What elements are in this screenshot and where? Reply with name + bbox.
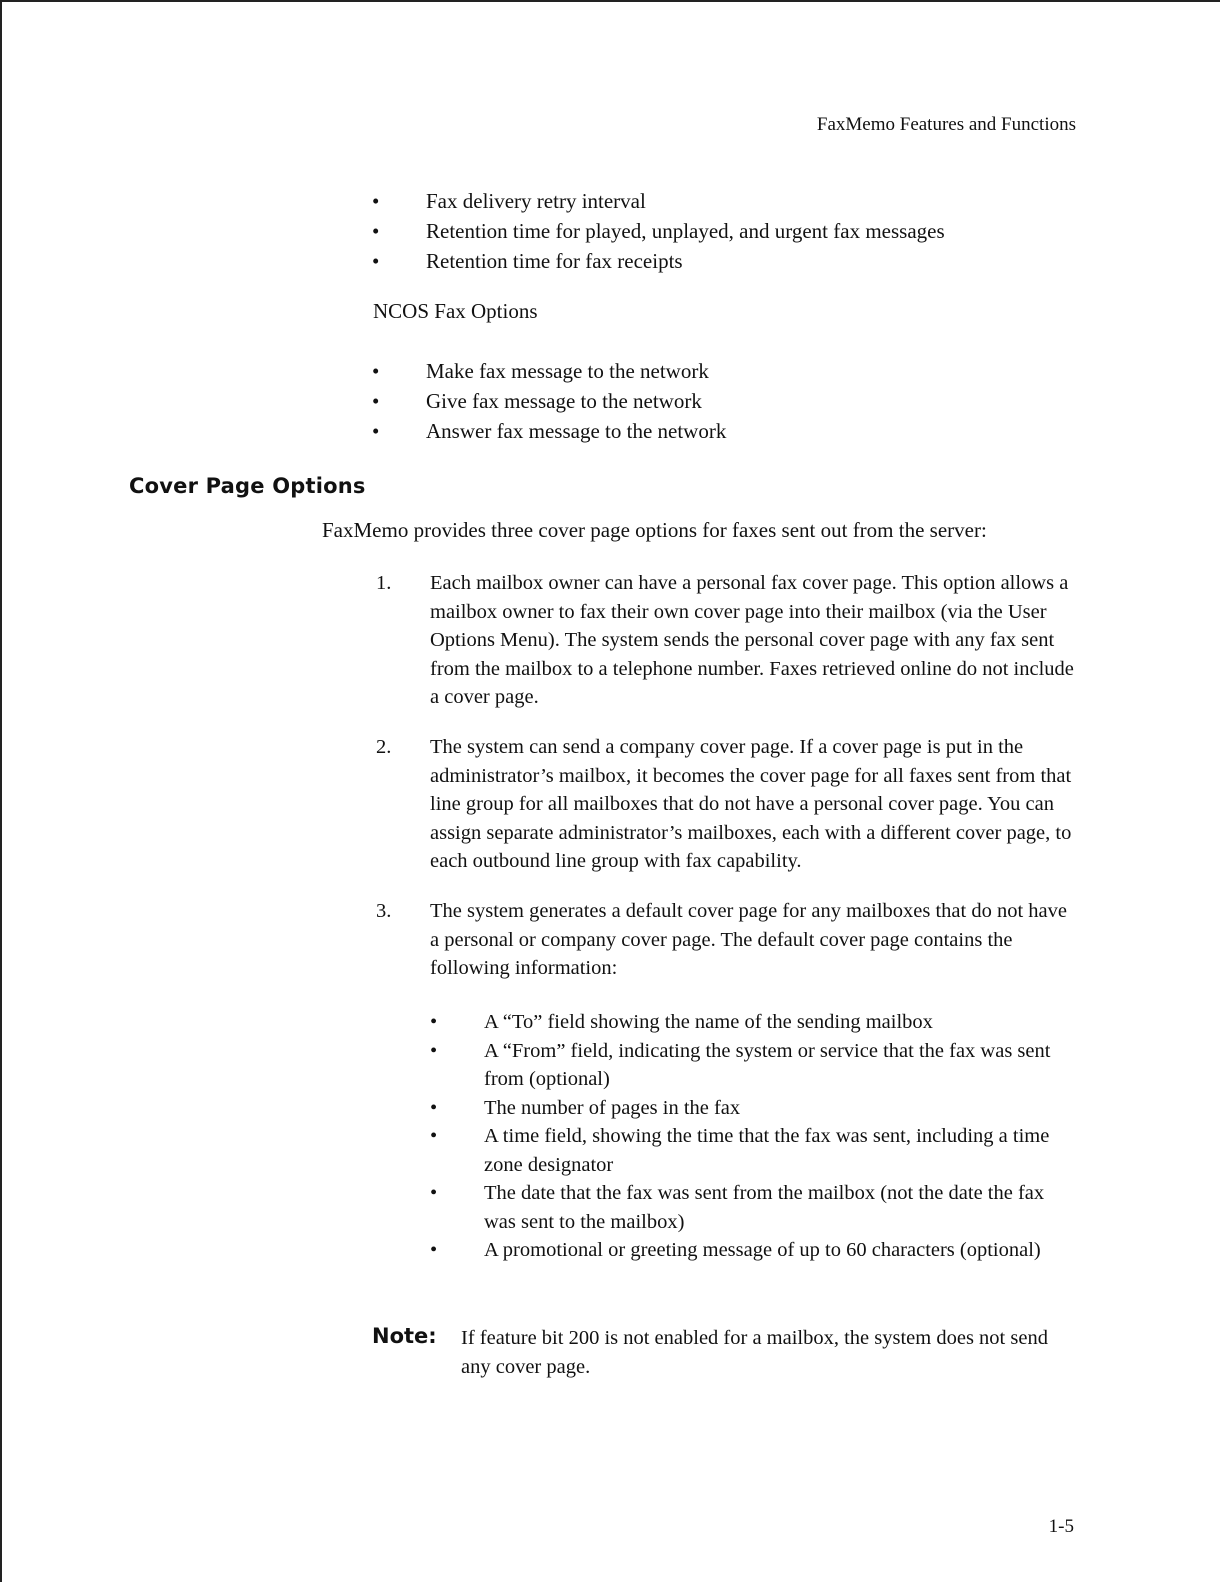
bullet-icon: • bbox=[430, 1125, 438, 1147]
default-cover-fields-list bbox=[430, 1008, 1064, 1265]
bullet-icon: • bbox=[430, 1039, 438, 1062]
item-number: 3. bbox=[376, 900, 392, 922]
item-text: Each mailbox owner can have a personal fax cover page. This option allows a mailbox owner to fax their own cover page into their mailbox (via the User Options Menu). The system sends the personal cover page with any fax sent from the mailbox to a telephone number. Faxes retrieved online do not include a cover page. bbox=[430, 572, 1074, 708]
bullet-icon: • bbox=[372, 419, 380, 443]
item-number: 2. bbox=[376, 736, 392, 758]
bullet-icon: • bbox=[372, 359, 380, 383]
intro-paragraph: FaxMemo provides three cover page options for faxes sent out from the server: bbox=[322, 518, 987, 542]
item-number: 1. bbox=[376, 572, 392, 594]
list-item: • Retention time for fax receipts bbox=[426, 246, 1066, 276]
list-item: • Fax delivery retry interval bbox=[426, 186, 1066, 216]
item-text: The system generates a default cover page for any mailboxes that do not have a personal or company cover page. The default cover page contains the following information: bbox=[430, 900, 1067, 979]
numbered-item bbox=[376, 897, 1075, 983]
list-item: • The date that the fax was sent from the mailbox (not the date the fax was sent to the mailbox) bbox=[484, 1179, 1064, 1236]
numbered-item bbox=[376, 733, 1075, 876]
ncos-heading: NCOS Fax Options bbox=[373, 299, 538, 323]
list-item: • Answer fax message to the network bbox=[426, 416, 1066, 446]
list-item: • A time field, showing the time that the fax was sent, including a time zone designator bbox=[484, 1122, 1064, 1179]
item-text: The system can send a company cover page. If a cover page is put in the administrator’s mailbox, it becomes the cover page for all faxes sent from that line group for all mailboxes that do not have a personal cover page. You can assign separate administrator’s mailboxes, each with a different cover page, to each outbound line group with fax capability. bbox=[430, 736, 1072, 872]
list-item: • Retention time for played, unplayed, and urgent fax messages bbox=[426, 216, 1066, 246]
bullet-icon: • bbox=[372, 189, 380, 213]
list-item: • A “To” field showing the name of the sending mailbox bbox=[484, 1008, 1064, 1037]
running-head: FaxMemo Features and Functions bbox=[816, 114, 1076, 135]
list-item: • Give fax message to the network bbox=[426, 386, 1066, 416]
list-item: • A “From” field, indicating the system or service that the fax was sent from (optional) bbox=[484, 1037, 1064, 1094]
note-label: Note: bbox=[372, 1324, 437, 1348]
bullet-icon: • bbox=[430, 1182, 438, 1204]
bullet-icon: • bbox=[372, 389, 380, 413]
numbered-item bbox=[376, 569, 1075, 712]
bullet-icon: • bbox=[430, 1239, 438, 1261]
page-number: 1-5 bbox=[1048, 1516, 1074, 1537]
section-title: Cover Page Options bbox=[129, 474, 366, 498]
ncos-options-list bbox=[372, 356, 1066, 446]
retention-options-list bbox=[372, 186, 1066, 276]
list-item: • Make fax message to the network bbox=[426, 356, 1066, 386]
bullet-icon: • bbox=[372, 219, 380, 243]
bullet-icon: • bbox=[372, 249, 380, 273]
bullet-icon: • bbox=[430, 1096, 438, 1119]
note-text: If feature bit 200 is not enabled for a mailbox, the system does not send any cover page. bbox=[461, 1327, 1048, 1378]
list-item: • A promotional or greeting message of up to 60 characters (optional) bbox=[484, 1236, 1064, 1265]
bullet-icon: • bbox=[430, 1011, 438, 1033]
list-item: • The number of pages in the fax bbox=[484, 1094, 1064, 1123]
